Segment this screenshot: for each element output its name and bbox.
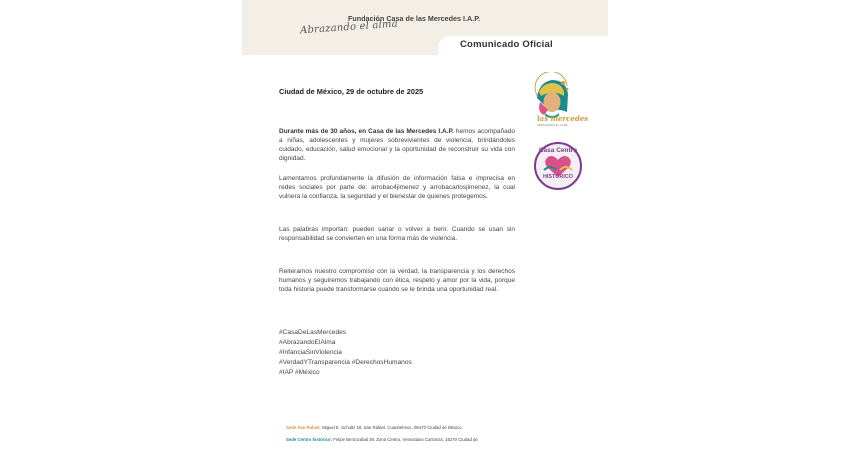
date-line: Ciudad de México, 29 de octubre de 2025: [279, 87, 424, 96]
paragraph-intro: [279, 128, 515, 164]
hashtag[interactable]: #AbrazandoElAlma: [279, 339, 336, 347]
communique-page: [242, 0, 608, 459]
las-mercedes-logo: [521, 72, 591, 134]
hashtag-list: [279, 328, 412, 378]
sede-label: Sede San Rafael:: [286, 425, 321, 430]
casa-centro-historico-logo: [532, 140, 584, 192]
hashtag[interactable]: #VerdadYTransparencia #DerechosHumanos: [279, 359, 412, 367]
sede-address: Miguel E. Schultz 18, San Rafael, Cuauhtémoc, 06470 Ciudad de México.: [322, 425, 463, 430]
org-name: Fundación Casa de las Mercedes I.A.P.: [348, 14, 481, 23]
mercedes-subtitle: ABRAZANDO EL ALMA: [537, 124, 568, 127]
tagline: Abrazando el alma: [299, 18, 399, 37]
paragraph-commitment: Reiteramos nuestro compromiso con la verdad, la transparencia y los derechos humanos y seguiremos trabajando con ética, respeto y amor por la vida, porque toda historia puede transformarse cuando se le brinda una oportunidad real.: [279, 268, 515, 293]
letterhead: [242, 0, 608, 55]
footer-sede-san-rafael: [286, 425, 463, 430]
hashtag[interactable]: #InfanciaSinViolencia: [279, 349, 342, 357]
document-title: Comunicado Oficial: [460, 39, 553, 50]
centro-line2: HISTÓRICO: [543, 174, 573, 180]
paragraph-disinformation: Lamentamos profundamente la difusión de información falsa e imprecisa en redes sociales por parte de: arrobac4jimenez y arrobacarlosjimenez, la cual vulnera la confianza, la seguridad y el bienestar de quienes protegemos.: [279, 175, 515, 200]
sede-label: Sede Centro histórico:: [286, 437, 333, 442]
intro-bold: Durante más de 30 años, en Casa de las Mercedes I.A.P.: [279, 128, 454, 135]
footer-sede-centro: [286, 437, 478, 442]
mercedes-brand-text: las mercedes: [537, 114, 589, 123]
centro-line1: Casa Centro: [538, 147, 578, 154]
paragraph-words: Las palabras importan: pueden sanar o volver a herir. Cuando se usan sin responsabilidad se convierten en una forma más de violencia.: [279, 226, 515, 242]
sede-address: Felipe Berriozabal 39, Zona Centro, Venustiano Carranza, 15270 Ciudad de: [333, 437, 478, 442]
hashtag[interactable]: #IAP #México: [279, 369, 320, 377]
hashtag[interactable]: #CasaDeLasMercedes: [279, 329, 347, 336]
intro-rest: hemos acompañado a niñas, adolescentes y mujeres sobrevivientes de violencia, brindándoles cuidado, educación, salud emocional y la oportunidad de reconstruir su vida con dignidad.: [279, 128, 515, 162]
